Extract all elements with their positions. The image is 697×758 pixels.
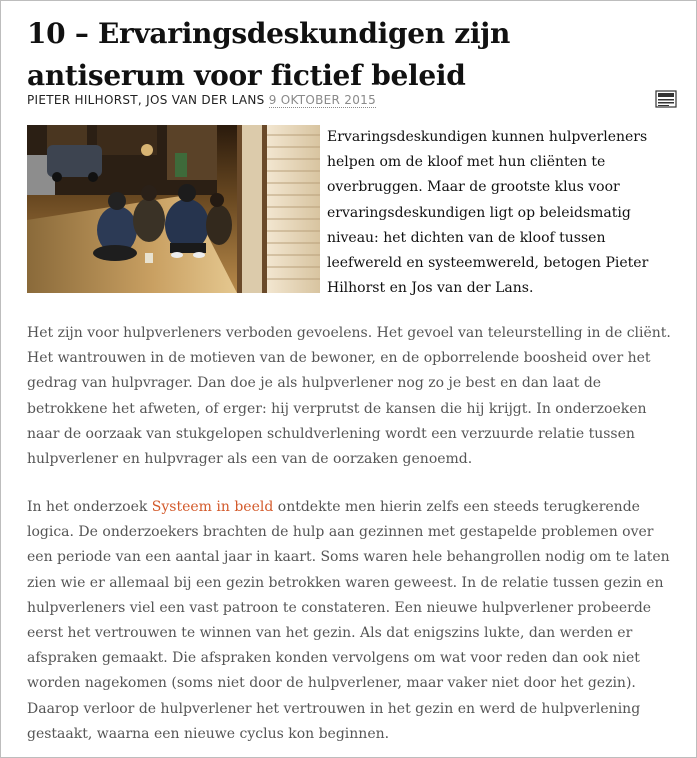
- systeem-in-beeld-link[interactable]: Systeem in beeld: [151, 499, 274, 515]
- article-paragraph: [27, 495, 679, 747]
- article-date[interactable]: 9 OKTOBER 2015: [268, 93, 377, 107]
- paragraph-text: In het onderzoek: [27, 499, 152, 515]
- article-title[interactable]: 10 – Ervaringsdeskundigen zijn antiserum voor fictief beleid: [27, 17, 511, 92]
- print-icon[interactable]: [655, 90, 677, 108]
- article-paragraph: Het zijn voor hulpverleners verboden gevoelens. Het gevoel van teleurstelling in de cliënt. Het wantrouwen in de motieven van de bewoner, en de opborrelende boosheid over het gedrag van hulpvrager. Dan doe je als hulpverlener nog zo je best en dan laat de betrokkene het afweten, of erger: hij verprutst de kansen die hij krijgt. In onderzoeken naar de oorzaak van stukgelopen schuldverlening wordt een verzuurde relatie tussen hulpverlener en hulpvrager als een van de oorzaken genoemd.: [27, 325, 671, 468]
- article-photo: [27, 125, 320, 293]
- article-intro: Ervaringsdeskundigen kunnen hulpverleners helpen om de kloof met hun cliënten te overbruggen. Maar de grootste klus voor ervaringsdeskundigen ligt op beleidsmatig niveau: het dichten van de kloof tussen leefwereld en systeemwereld, betogen Pieter Hilhorst en Jos van der Lans.: [327, 129, 649, 297]
- print-icon-graphic: [655, 90, 677, 108]
- article-authors[interactable]: PIETER HILHORST, JOS VAN DER LANS: [27, 93, 265, 107]
- paragraph-text: ontdekte men hierin zelfs een steeds terugkerende logica. De onderzoekers brachten de hulp aan gezinnen met gestapelde problemen over een periode van een aantal jaar in kaart. Soms waren hele behangrollen nodig om te laten zien wie er allemaal bij een gezin betrokken waren geweest. In de relatie tussen gezin en hulpverleners viel een vast patroon te constateren. Een nieuwe hulpverlener probeerde eerst het vertrouwen te winnen van het gezin. Als dat enigszins lukte, dan werden er afspraken gemaakt. Die afspraken konden vervolgens om wat voor reden dan ook niet worden nagekomen (soms niet door de hulpverlener, maar vaker niet door het gezin). Daarop verloor de hulpverlener het vertrouwen in het gezin en werd de hulpverlening gestaakt, waarna een nieuwe cyclus kon beginnen.: [27, 499, 670, 742]
- article-meta: [27, 93, 376, 107]
- street-scene-illustration: [27, 125, 320, 293]
